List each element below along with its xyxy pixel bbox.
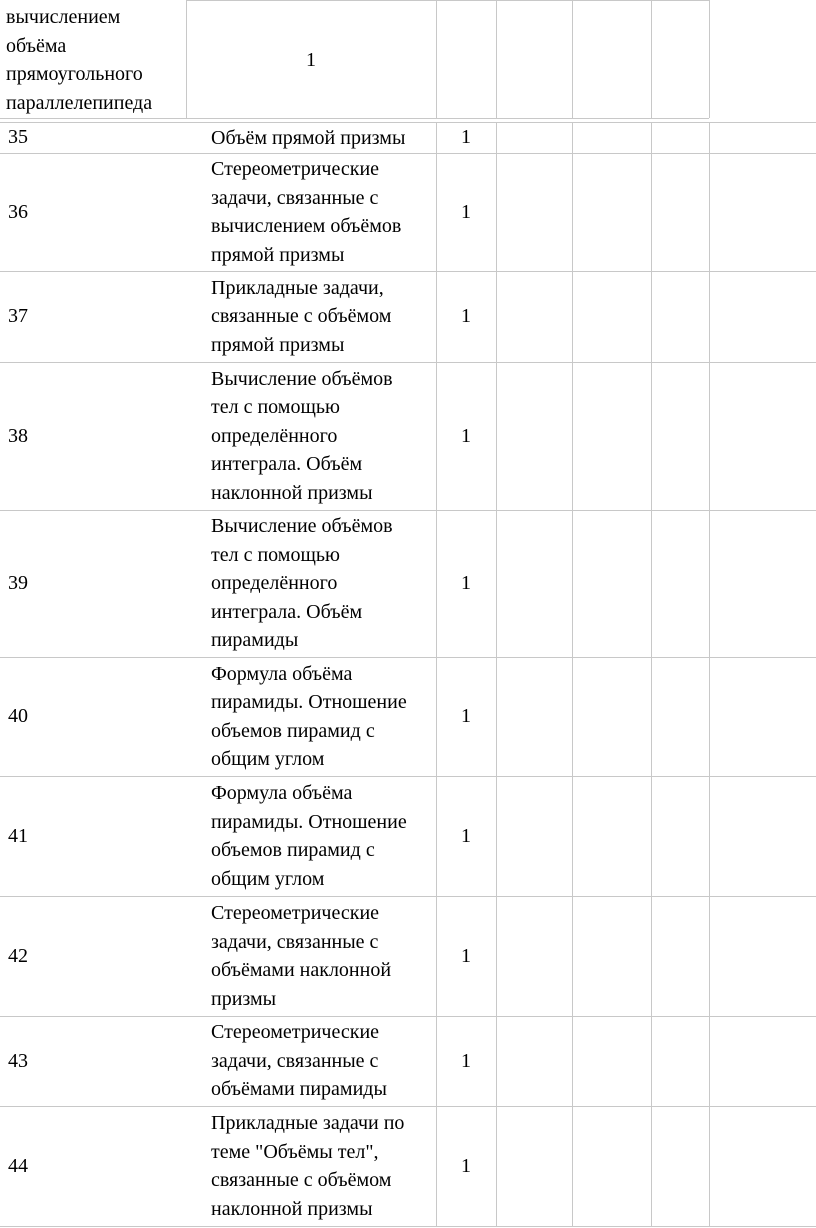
topic-text-line: Вычисление объёмов [211,367,393,390]
topic-text-line: задачи, связанные с [211,186,379,209]
topic-text-line: Стереометрические [211,902,380,924]
hours-value: 1 [461,944,471,967]
hours-value: 1 [461,572,471,595]
hours-value: 1 [461,1154,471,1177]
topic-text-line: интеграла. Объём [211,600,363,623]
lesson-number: 39 [8,572,28,595]
topic-text-line: теме "Объёмы тел", [211,1140,379,1163]
hours-value: 1 [461,705,471,728]
row-divider [0,362,816,363]
lesson-number: 36 [8,200,28,223]
topic-text-line: прямой призмы [211,243,345,266]
lesson-number: 35 [8,126,28,149]
column-divider [572,0,573,118]
column-divider [572,122,573,1226]
hours-value: 1 [461,200,471,223]
topic-text-line: пирамиды. Отношение [211,691,407,713]
topic-text-line: объёма [6,34,67,57]
topic-text-line: тел с помощью [211,396,340,419]
topic-text-line: объёмами пирамиды [211,1078,387,1101]
topic-text-line: задачи, связанные с [211,930,379,953]
hours-value: 1 [461,424,471,447]
topic-text-line: общим углом [211,748,325,770]
topic-text-line: пирамиды [211,629,299,652]
topic-text-line: Прикладные задачи по [211,1112,405,1134]
column-divider [709,0,710,118]
column-divider [709,122,710,1226]
column-divider [651,122,652,1226]
row-divider [0,1106,816,1107]
row-divider [0,1016,816,1017]
topic-text-line: объемов пирамид с [211,719,375,742]
lesson-number: 41 [8,824,28,847]
topic-text-line: призмы [211,987,277,1010]
topic-text-line: определённого [211,572,338,595]
topic-text-line: тел с помощью [211,543,340,566]
topic-text-line: наклонной призмы [211,1197,373,1220]
hours-value: 1 [461,824,471,847]
column-divider [436,0,437,118]
row-divider [0,657,816,658]
lesson-number: 38 [8,424,28,447]
row-divider [0,776,816,777]
topic-text-line: общим углом [211,867,325,890]
row-divider [0,271,816,272]
topic-text-line: задачи, связанные с [211,1049,379,1072]
row-divider [0,510,816,511]
topic-text-line: прямоугольного [6,63,143,85]
topic-text-line: наклонной призмы [211,481,373,504]
topic-text-line: Стереометрические [211,158,380,180]
topic-text-line: объемов пирамид с [211,839,375,861]
row-divider [0,153,816,154]
lesson-number: 42 [8,944,28,967]
topic-text-line: связанные с объёмом [211,1169,392,1191]
column-divider [496,0,497,118]
lesson-number: 44 [8,1154,28,1177]
hours-value: 1 [461,305,471,328]
row-divider [0,122,816,123]
topic-text-line: связанные с объёмом [211,305,392,328]
topic-text-line: определённого [211,424,338,447]
lesson-number: 40 [8,705,28,728]
row-divider [0,118,709,119]
row-divider [0,1226,816,1227]
hours-value: 1 [306,49,316,71]
hours-value: 1 [461,126,471,149]
topic-text-line: интеграла. Объём [211,453,363,476]
topic-text-line: Формула объёма [211,782,353,804]
row-divider [186,0,709,1]
column-divider [651,0,652,118]
topic-text-line: вычислением объёмов [211,215,402,237]
column-divider [496,122,497,1226]
topic-text-line: Стереометрические [211,1021,380,1044]
topic-text-line: вычислением [6,6,121,28]
lesson-number: 37 [8,305,28,328]
topic-text-line: Формула объёма [211,662,353,685]
topic-text-line: Прикладные задачи, [211,276,384,299]
hours-value: 1 [461,1049,471,1072]
topic-text-line: прямой призмы [211,333,345,356]
topic-text-line: объёмами наклонной [211,959,392,981]
row-divider [0,896,816,897]
topic-text-line: параллелепипеда [6,91,153,114]
topic-text-line: Вычисление объёмов [211,515,393,538]
topic-text-line: Объём прямой призмы [211,127,406,149]
topic-text-line: пирамиды. Отношение [211,810,407,833]
lesson-number: 43 [8,1049,28,1072]
